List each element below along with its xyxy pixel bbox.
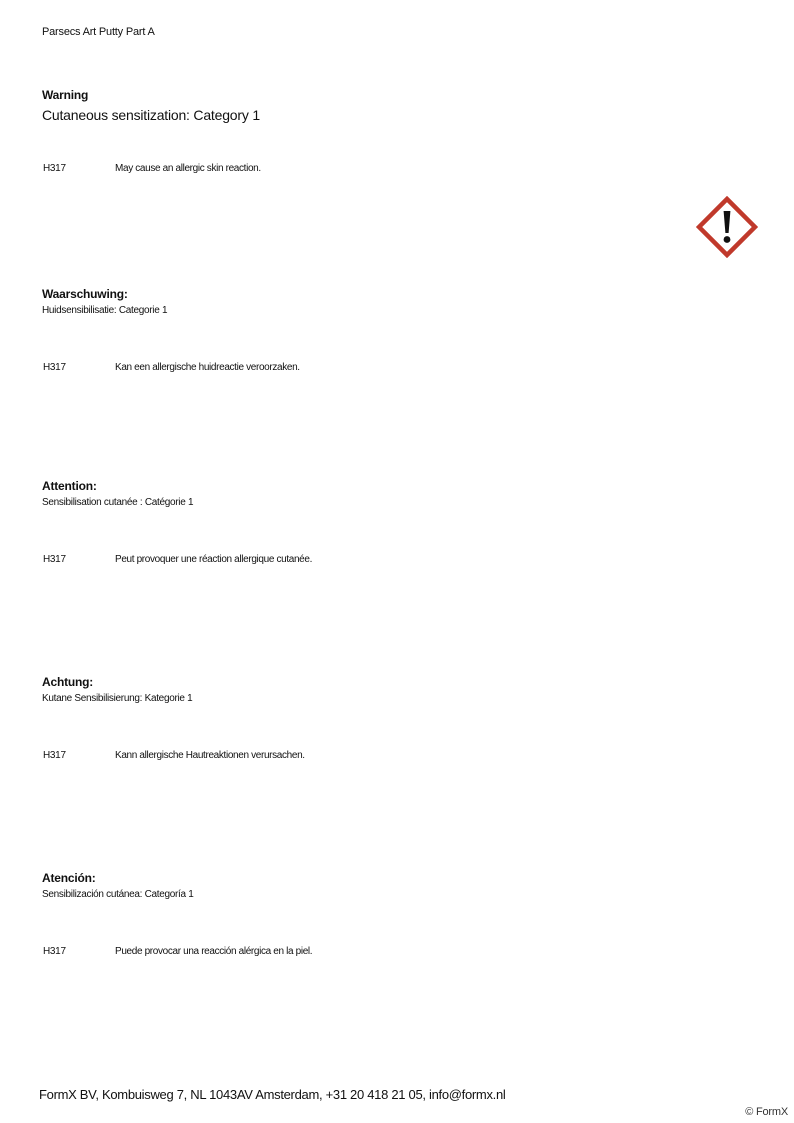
signal-word-fr: Attention:: [42, 479, 97, 493]
hazard-statement-de: Kann allergische Hautreaktionen verursachen.: [115, 750, 305, 761]
hazard-class-es: Sensibilización cutánea: Categoría 1: [42, 889, 194, 900]
hazard-statement-nl: Kan een allergische huidreactie veroorzaken.: [115, 362, 300, 373]
hazard-statement-es: Puede provocar una reacción alérgica en la piel.: [115, 946, 313, 957]
hazard-code-nl: H317: [43, 362, 66, 373]
hazard-code-es: H317: [43, 946, 66, 957]
hazard-code-de: H317: [43, 750, 66, 761]
footer-address: FormX BV, Kombuisweg 7, NL 1043AV Amsterdam, +31 20 418 21 05, info@formx.nl: [39, 1087, 506, 1102]
signal-word-es: Atención:: [42, 871, 96, 885]
ghs07-exclamation-mark-icon: [696, 196, 758, 258]
signal-word-nl: Waarschuwing:: [42, 287, 128, 301]
hazard-class-nl: Huidsensibilisatie: Categorie 1: [42, 305, 168, 316]
hazard-statement-fr: Peut provoquer une réaction allergique cutanée.: [115, 554, 313, 565]
signal-word-en: Warning: [42, 88, 89, 102]
copyright: © FormX: [745, 1106, 788, 1118]
hazard-class-fr: Sensibilisation cutanée : Catégorie 1: [42, 497, 194, 508]
hazard-code-en: H317: [43, 163, 66, 174]
hazard-statement-en: May cause an allergic skin reaction.: [115, 163, 261, 174]
hazard-code-fr: H317: [43, 554, 66, 565]
signal-word-de: Achtung:: [42, 675, 94, 689]
product-title: Parsecs Art Putty Part A: [42, 26, 155, 38]
hazard-class-de: Kutane Sensibilisierung: Kategorie 1: [42, 693, 193, 704]
hazard-class-en: Cutaneous sensitization: Category 1: [42, 107, 260, 123]
